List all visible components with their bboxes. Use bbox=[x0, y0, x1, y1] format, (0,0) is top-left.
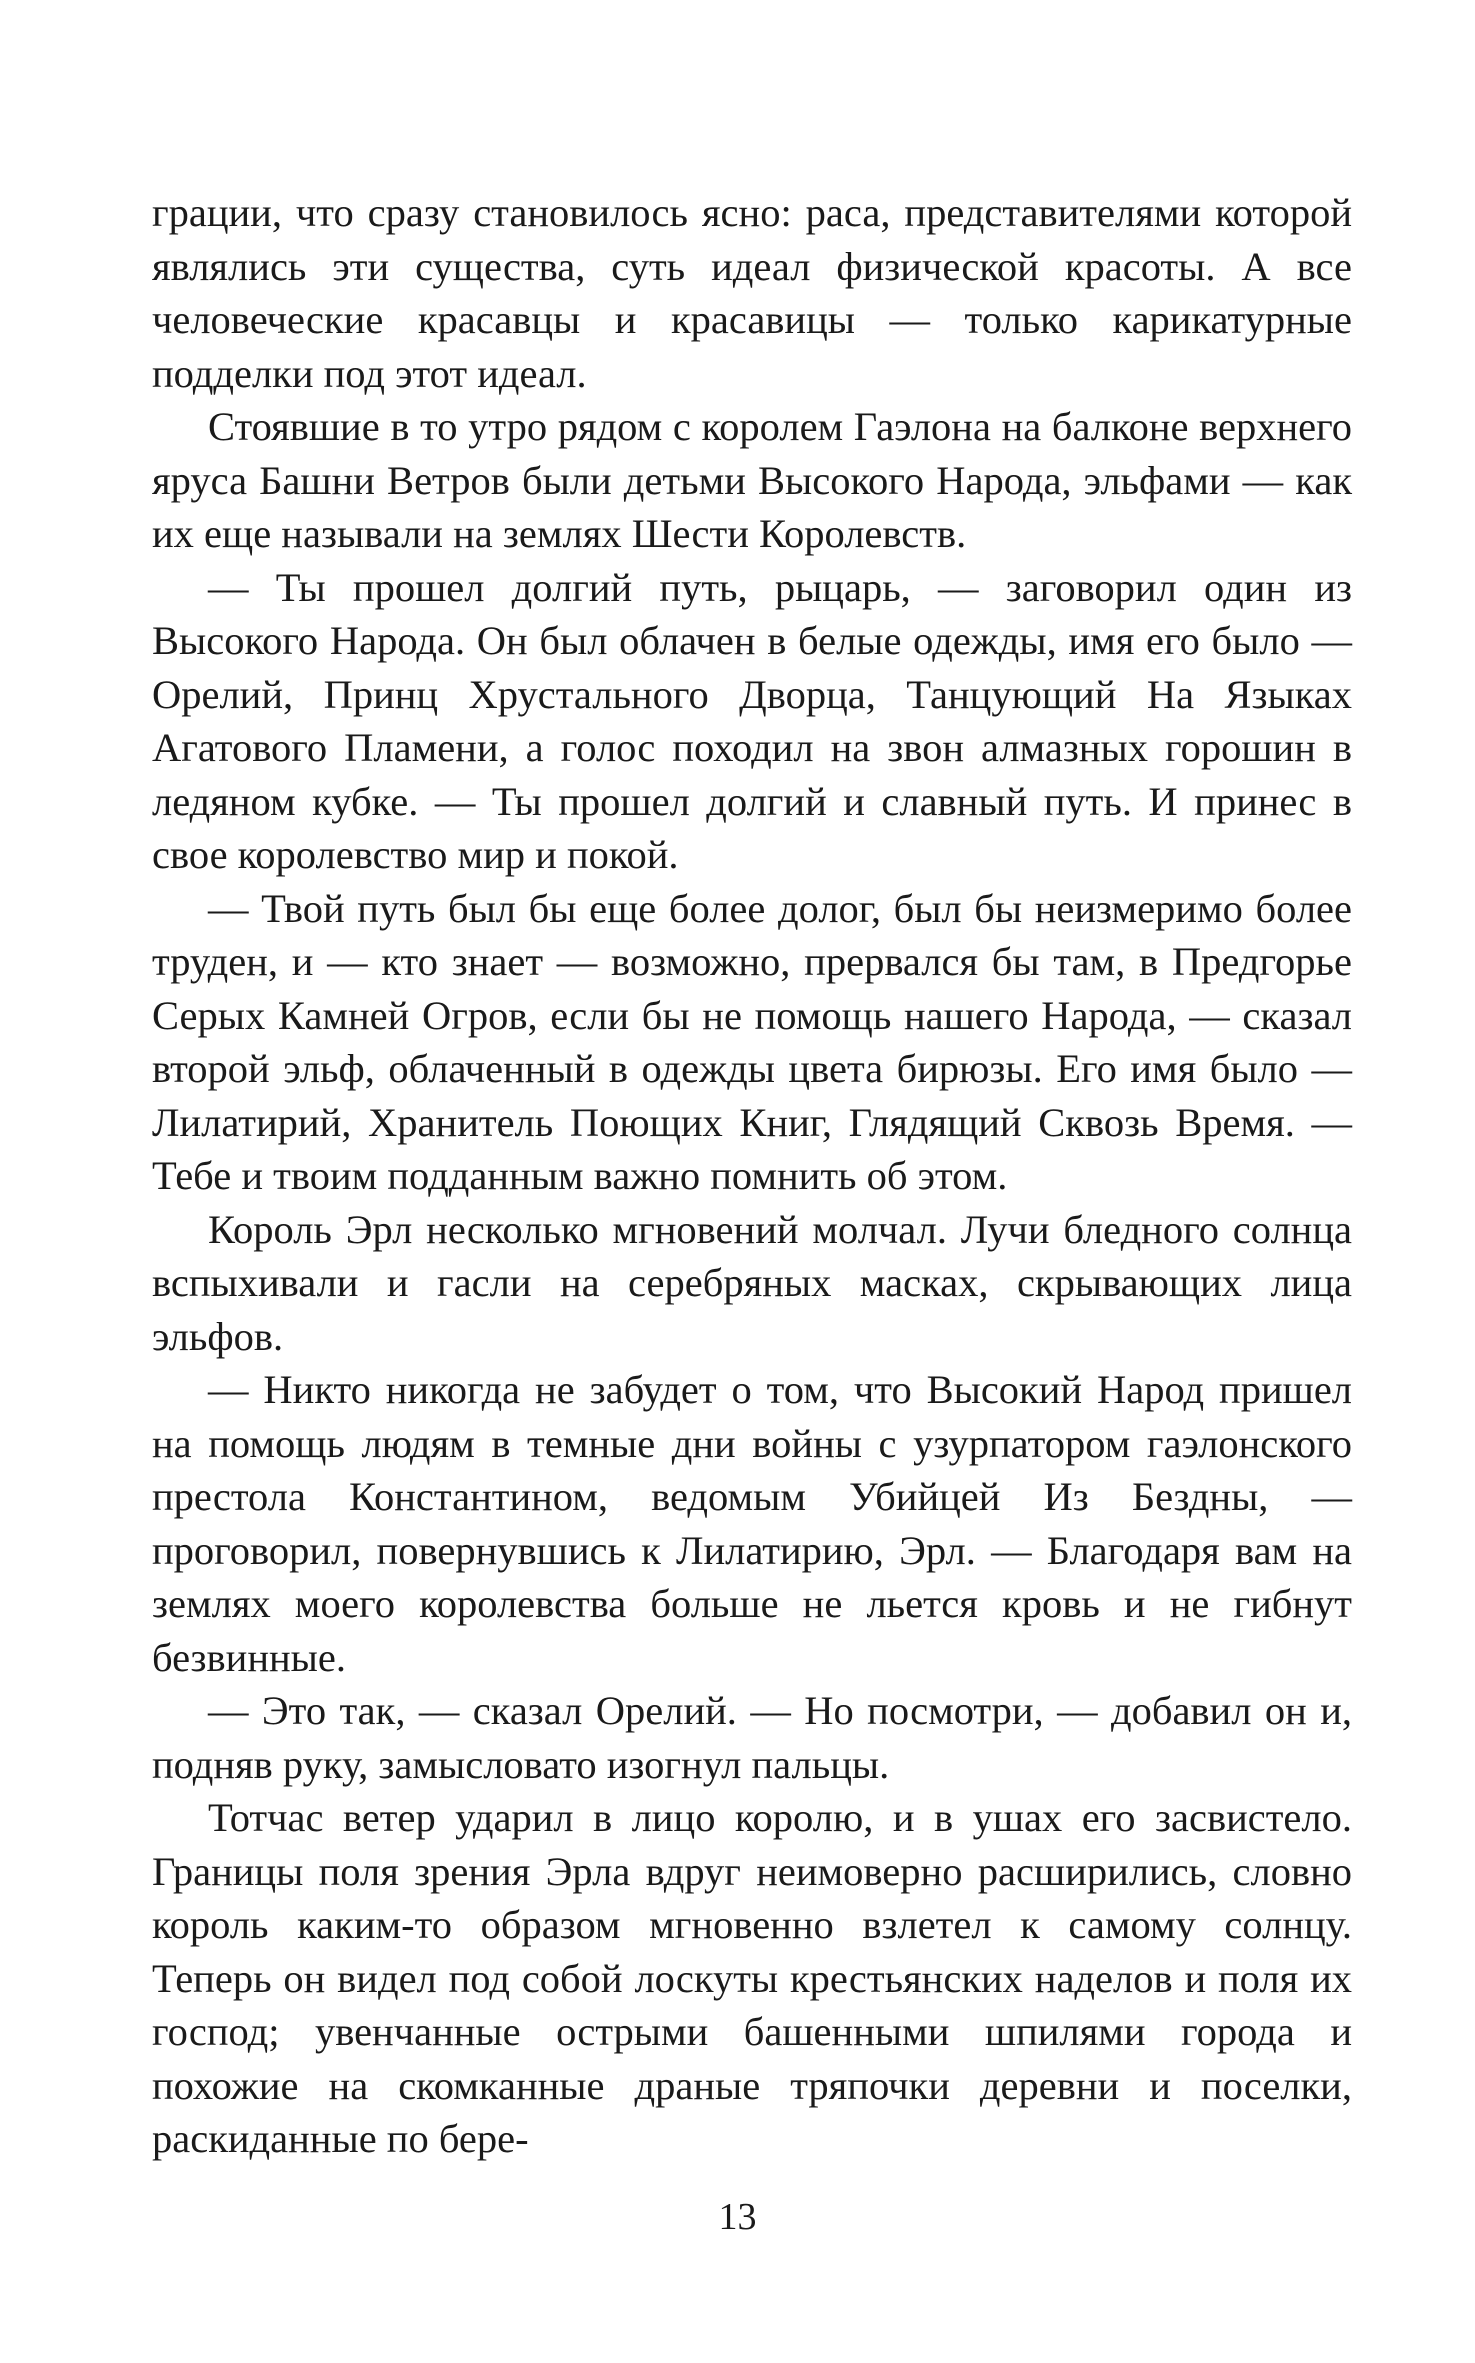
paragraph-8: Тотчас ветер ударил в лицо королю, и в ушах его засвистело. Границы поля зрения Эрла вдруг неимоверно расширились, словно король каким-то образом мгновенно взлетел к самому солнцу. Теперь он видел под собой лоскуты крестьянских наделов и поля их господ; увенчанные острыми башенными шпилями города и похожие на скомканные драные тряпочки деревни и поселки, раскиданные по бере- bbox=[152, 1795, 1352, 2161]
page-number: 13 bbox=[718, 2196, 757, 2238]
paragraph-6: — Никто никогда не забудет о том, что Высокий Народ пришел на помощь людям в темные дни войны с узурпатором гаэлонского престола Константином, ведомым Убийцей Из Бездны, — проговорил, повернувшись к Лилатирию, Эрл. — Благодаря вам на землях моего королевства больше не льется кровь и не гибнут безвинные. bbox=[152, 1367, 1352, 1680]
paragraph-5: Король Эрл несколько мгновений молчал. Лучи бледного солнца вспыхивали и гасли на серебряных масках, скрывающих лица эльфов. bbox=[152, 1206, 1352, 1359]
paragraph-1: грации, что сразу становилось ясно: раса, представителями которой являлись эти существа, суть идеал физической красоты. А все человеческие красавцы и красавицы — только карикатурные подделки под этот идеал. bbox=[152, 190, 1352, 396]
paragraph-7: — Это так, — сказал Орелий. — Но посмотри, — добавил он и, подняв руку, замысловато изогнул пальцы. bbox=[152, 1688, 1352, 1787]
page-text bbox=[152, 186, 1352, 2166]
paragraph-3: — Ты прошел долгий путь, рыцарь, — заговорил один из Высокого Народа. Он был облачен в белые одежды, имя его было — Орелий, Принц Хрустального Дворца, Танцующий На Языках Агатового Пламени, а голос походил на звон алмазных горошин в ледяном кубке. — Ты прошел долгий и славный путь. И принес в свое королевство мир и покой. bbox=[152, 564, 1352, 877]
paragraph-4: — Твой путь был бы еще более долог, был бы неизмеримо более труден, и — кто знает — возможно, прервался бы там, в Предгорье Серых Камней Огров, если бы не помощь нашего Народа, — сказал второй эльф, облаченный в одежды цвета бирюзы. Его имя было — Лилатирий, Хранитель Поющих Книг, Глядящий Сквозь Время. — Тебе и твоим подданным важно помнить об этом. bbox=[152, 885, 1352, 1198]
paragraph-2: Стоявшие в то утро рядом с королем Гаэлона на балконе верхнего яруса Башни Ветров были детьми Высокого Народа, эльфами — как их еще называли на землях Шести Королевств. bbox=[152, 404, 1352, 556]
